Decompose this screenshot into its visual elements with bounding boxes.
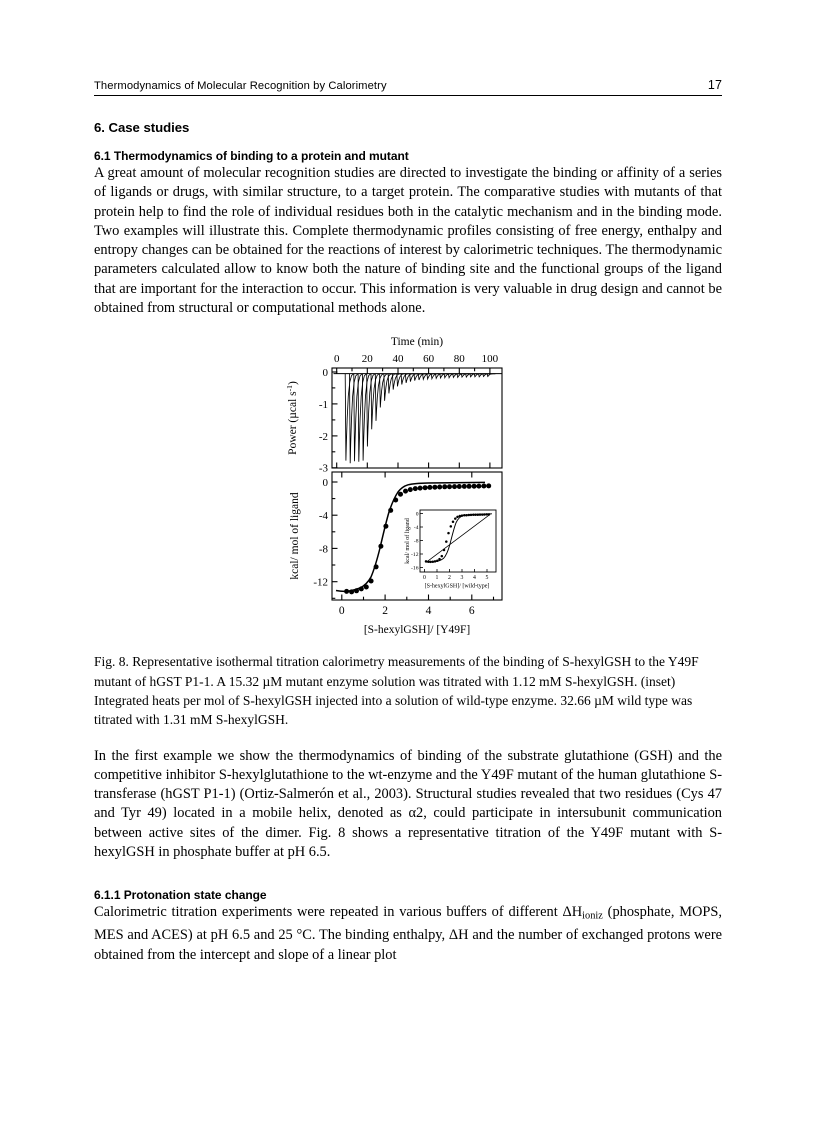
svg-text:-3: -3 [318, 462, 328, 475]
svg-text:4: 4 [473, 575, 476, 582]
top-panel-ylabel [285, 381, 299, 455]
svg-text:2: 2 [382, 605, 388, 618]
svg-text:kcal/ mol of ligand: kcal/ mol of ligand [289, 492, 301, 580]
svg-text:6: 6 [468, 605, 475, 618]
svg-text:0: 0 [322, 477, 328, 490]
inset-xticklabels [423, 575, 489, 581]
inset-xlabel: [S-hexylGSH]/ [wild-type] [424, 583, 490, 590]
figure-8 [280, 332, 532, 652]
injection-peaks [345, 374, 495, 464]
subsubsection-heading-protonation: 6.1.1 Protonation state change [94, 888, 267, 903]
svg-text:0: 0 [333, 353, 340, 366]
svg-text:-16: -16 [411, 565, 419, 572]
paragraph-first-example: In the first example we show the thermodynamics of binding of the substrate glutathione (GSH) and the competitive inhibitor S-hexylglutathione to the wt-enzyme and the Y49F mutant of the human glutathione S-transferase (hGST P1-1) (Ortiz-Salmerón et al., 2003). Structural studies revealed that two residues (Cys 47 and Tyr 49) located in a mobile helix, denoted as α2, could participate in intersubunit communication between active sites of the dimer. Fig. 8 shows a representative titration of the Y49F mutant with S-hexylGSH in phosphate buffer at pH 6.5. [94, 747, 722, 861]
svg-text:-12: -12 [411, 552, 419, 559]
svg-text:20: 20 [361, 353, 373, 366]
running-header [94, 78, 722, 96]
figure-caption: Fig. 8. Representative isothermal titration calorimetry measurements of the binding of S-hexylGSH to the Y49F mutant of hGST P1-1. A 15.32 µM mutant enzyme solution was titrated with 1.12 mM S-hexylGSH. (inset) Integrated heats per mol of S-hexylGSH injected into a solution of wild-type enzyme. 32.66 µM wild type was titrated with 1.31 mM S-hexylGSH. [94, 654, 699, 728]
section-heading-case-studies: 6. Case studies [94, 120, 190, 135]
top-panel-xticklabels [334, 353, 499, 365]
protonation-text-b: (phosphate, MOPS, MES and ACES) at pH 6.5 and 25 °C. The binding enthalpy, ΔH and the number of exchanged protons were obtained from the intercept and slope of a linear plot [94, 904, 723, 963]
svg-text:100: 100 [481, 353, 499, 366]
itc-figure-svg [280, 332, 532, 652]
svg-text:Power (µcal s-1): Power (µcal $s^{-1}$) [285, 381, 299, 456]
svg-text:-8: -8 [318, 543, 328, 556]
page-number: 17 [707, 78, 722, 92]
svg-text:5: 5 [485, 575, 489, 582]
svg-text:0: 0 [338, 605, 345, 618]
svg-text:2: 2 [448, 575, 451, 582]
bottom-panel-xticklabels [339, 605, 475, 617]
svg-text:60: 60 [423, 353, 435, 366]
svg-text:3: 3 [460, 575, 464, 582]
paragraph-protonation [94, 903, 722, 964]
svg-text:-12: -12 [313, 577, 328, 590]
svg-text:80: 80 [453, 353, 465, 366]
page-content [94, 78, 722, 965]
svg-text:1: 1 [435, 575, 439, 582]
svg-text:0: 0 [322, 367, 328, 380]
bottom-panel-yticklabels [313, 477, 328, 589]
svg-text:4: 4 [425, 605, 432, 618]
figure-8-wrapper [94, 332, 722, 652]
thermogram-trace [334, 374, 503, 464]
top-panel-axis-title [391, 336, 443, 348]
svg-text:-4: -4 [413, 525, 419, 532]
svg-text:-2: -2 [318, 431, 328, 444]
inset-ylabel: kcal/ mol of ligand [405, 518, 411, 565]
inset-yticklabels [411, 512, 419, 572]
svg-text:40: 40 [392, 353, 404, 366]
top-panel-yticks [332, 372, 338, 468]
svg-text:Time (min): Time (min) [390, 336, 444, 349]
svg-text:-4: -4 [318, 510, 328, 523]
subsection-heading-thermodynamics: 6.1 Thermodynamics of binding to a protein and mutant [94, 149, 409, 163]
top-panel-yticklabels [319, 367, 329, 475]
top-panel-frame [332, 368, 502, 468]
svg-text:0: 0 [423, 575, 426, 582]
protonation-text-a: Calorimetric titration experiments were repeated in various buffers of different ΔH [94, 904, 583, 921]
bottom-panel-ylabel [289, 493, 301, 580]
bottom-panel-xlabel: [S-hexylGSH]/ [Y49F] [363, 624, 471, 637]
paragraph-intro: A great amount of molecular recognition studies are directed to investigate the binding or affinity of a series of ligands or drugs, with similar structure, to a target protein. The comparative studies with mutants of that protein help to find the role of individual residues both in the catalytic mechanism and in the binding mode. Two examples will illustrate this. Complete thermodynamic profiles consisting of free energy, enthalpy and entropy changes can be obtained for the reactions of interest by calorimetric techniques. The thermodynamic parameters calculated allow to know both the nature of binding site and the functional groups of the ligand that are important for the interaction to occur. This information is very valuable in drug design and cannot be obtained from structural or computational methods alone. [94, 165, 722, 317]
svg-text:0: 0 [415, 511, 419, 518]
inset-panel [404, 510, 496, 590]
svg-text:-1: -1 [318, 399, 328, 412]
running-header-title: Thermodynamics of Molecular Recognition by Calorimetry [94, 80, 387, 92]
ioniz-subscript: ioniz [582, 910, 603, 922]
bottom-panel-yticks [332, 482, 338, 598]
svg-text:-8: -8 [413, 538, 419, 545]
top-panel-xticks [337, 368, 490, 468]
